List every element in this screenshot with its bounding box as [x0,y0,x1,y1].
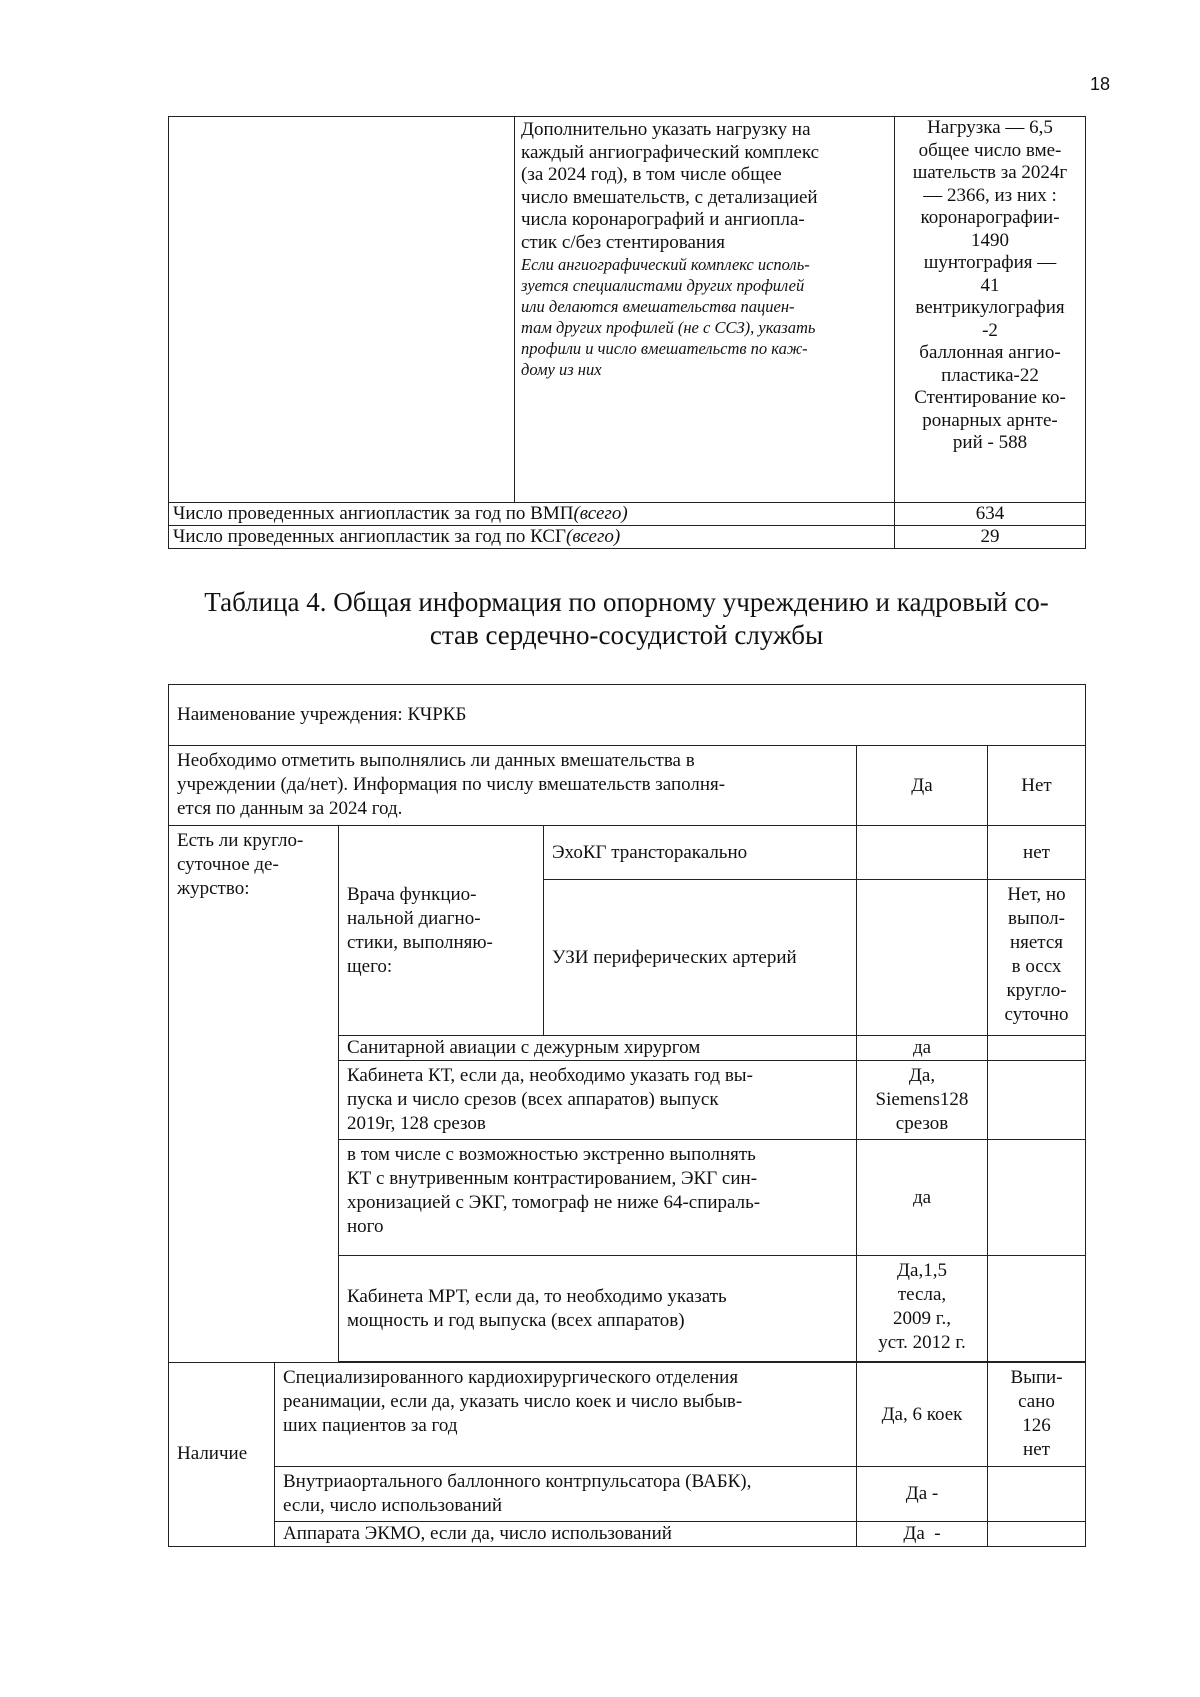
aviation-label: Санитарной авиации с дежурным хирургом [339,1036,857,1061]
text-line: выпол- [1008,908,1065,929]
text-line: -2 [982,319,998,341]
uzi-no [988,880,1086,1036]
text-line: профили и число вмешательств по каж- [521,339,808,358]
text-line: суточно [1004,1004,1069,1025]
ksg-row [169,526,1086,549]
text-line: нет [1023,1439,1050,1460]
text-line: или делаются вмешательства пациен- [521,297,795,316]
vmp-value: 634 [895,503,1086,526]
text-line: Таблица 4. Общая информация по опорному учреждению и кадровый со- [204,587,1049,617]
vmp-label: Число проведенных ангиопластик за год по ВМП(всего) [169,503,895,526]
text-line: Нагрузка — 6,5 [927,117,1053,138]
ct-yes [857,1061,988,1140]
text-line: кругло- [1006,980,1067,1001]
text-line: реанимации, если да, указать число коек и число выбыв- [283,1391,743,1412]
text-line: Необходимо отметить выполнялись ли данных вмешательства в [177,750,695,771]
angiography-table [168,116,1086,549]
text-line: суточное де- [177,854,279,875]
text-line: стики, выполняю- [347,931,493,953]
text-line: общее число вме- [918,139,1062,161]
echo-yes [857,826,988,880]
text-line: пуска и число срезов (всех аппаратов) выпуск [347,1089,719,1110]
text-line: числа коронарографий и ангиопла- [521,209,805,230]
text-line: там других профилей (не с ССЗ), указать [521,318,816,337]
text-line: если, число использований [283,1495,503,1516]
col-no: Нет [988,746,1086,826]
ecmo-row [169,1522,1086,1547]
ecmo-no [988,1522,1086,1547]
text-line: 1490 [971,229,1009,251]
presence-label: Наличие [169,1363,275,1547]
mri-no [988,1256,1086,1362]
aviation-yes: да [857,1036,988,1061]
angiography-load-row [169,117,1086,503]
text-line: баллонная ангио- [919,342,1061,363]
text-line: ших пациентов за год [283,1415,458,1436]
iabp-label [275,1467,857,1522]
institution-table [168,684,1086,1547]
page-number: 18 [1089,74,1110,94]
text-line: стик с/без стентирования [521,231,725,253]
text-line: учреждении (да/нет). Информация по числу вмешательств заполня- [177,774,726,795]
text-line: число вмешательств, с детализацией [521,186,818,208]
text-line: шунтография — [923,252,1057,273]
text-line: тесла, [897,1284,947,1305]
text-line: Внутриаортального баллонного контрпульсатора (ВАБК), [283,1471,752,1492]
header-row [169,746,1086,826]
uzi-label: УЗИ периферических артерий [544,880,857,1036]
load-label-lines [521,119,888,254]
text-line: вентрикулография [915,297,1065,318]
text-line: Нет, но [1007,884,1066,905]
institution-name: Наименование учреждения: КЧРКБ [169,685,1086,746]
load-note-lines [521,254,888,380]
header-text [169,746,857,826]
text-line: в оссх [1011,956,1062,977]
text-line: Дополнительно указать нагрузку на [521,119,811,140]
text-line: ного [347,1216,384,1237]
text-line: дому из них [521,360,602,379]
text-line: Да, [908,1065,936,1086]
text-line: хронизацией с ЭКГ, томограф не ниже 64-спираль- [347,1192,761,1213]
text-line: 2019г, 128 срезов [347,1113,486,1134]
text-line: мощность и год выпуска (всех аппаратов) [347,1309,685,1331]
text-line: нальной диагно- [347,907,481,929]
angiography-load-label [515,117,895,503]
ecmo-label: Аппарата ЭКМО, если да, число использований [275,1522,857,1547]
ecmo-yes: Да - [857,1522,988,1547]
icu-row [169,1363,1086,1467]
institution-row [169,685,1086,746]
text-line: Кабинета МРТ, если да, то необходимо указать [347,1285,727,1307]
ct-contrast-no [988,1140,1086,1256]
text-line: Да,1,5 [897,1260,947,1281]
angiography-load-value [895,117,1086,503]
ct-contrast-yes: да [857,1140,988,1256]
text-line: Стентирование ко- [914,387,1066,408]
text-line: (за 2024 год), в том числе общее [521,164,782,185]
ct-contrast-label [339,1140,857,1256]
text-line: журство: [177,878,250,899]
mri-label [339,1256,857,1362]
icu-no [988,1363,1086,1467]
text-line: Siemens128 [875,1089,969,1110]
mri-yes [857,1256,988,1362]
text-line: 41 [980,274,1000,296]
echo-label: ЭхоКГ трансторакально [544,826,857,880]
text-line: ется по данным за 2024 год. [177,798,403,819]
echo-row [169,826,1086,880]
text-line: сано [1018,1391,1055,1412]
empty-cell [169,117,515,503]
ksg-label: Число проведенных ангиопластик за год по КСГ(всего) [169,526,895,549]
echo-no: нет [988,826,1086,880]
text-line: рий - 588 [952,432,1028,453]
ct-no [988,1061,1086,1140]
text-line: Если ангиографический комплекс исполь- [521,255,810,274]
doctor-label [339,826,544,1036]
text-line: — 2366, из них : [923,184,1057,206]
text-line: став сердечно-сосудистой службы [429,620,824,650]
text-line: шательств за 2024г [912,162,1068,183]
ct-label [339,1061,857,1140]
text-line: Выпи- [1010,1367,1063,1388]
text-line: Кабинета КТ, если да, необходимо указать год вы- [347,1065,753,1086]
text-line: 126 [1022,1415,1051,1436]
text-line: КТ с внутривенным контрастированием, ЭКГ син- [347,1168,758,1189]
icu-yes: Да, 6 коек [857,1363,988,1467]
text-line: каждый ангиографический комплекс [521,141,820,163]
text-line: Специализированного кардиохирургического отделения [283,1367,739,1388]
text-line: 2009 г., [893,1308,951,1329]
iabp-yes: Да - [857,1467,988,1522]
table4-caption [168,586,1085,652]
iabp-no [988,1467,1086,1522]
iabp-row [169,1467,1086,1522]
text-line: коронарографии- [920,207,1060,228]
text-line: щего: [347,955,393,977]
duty-label [169,826,339,1363]
text-line: няется [1009,932,1064,953]
text-line: срезов [895,1113,949,1134]
text-line: пластика-22 [941,364,1039,386]
text-line: уст. 2012 г. [878,1332,966,1353]
text-line: ронарных арнте- [922,409,1058,431]
col-yes: Да [857,746,988,826]
text-line: в том числе с возможностью экстренно выполнять [347,1144,756,1165]
text-line: Есть ли кругло- [177,830,304,851]
ksg-value: 29 [895,526,1086,549]
icu-label [275,1363,857,1467]
aviation-no [988,1036,1086,1061]
vmp-row [169,503,1086,526]
text-line: зуется специалистами других профилей [521,276,805,295]
text-line: Врача функцио- [347,883,477,905]
uzi-yes [857,880,988,1036]
